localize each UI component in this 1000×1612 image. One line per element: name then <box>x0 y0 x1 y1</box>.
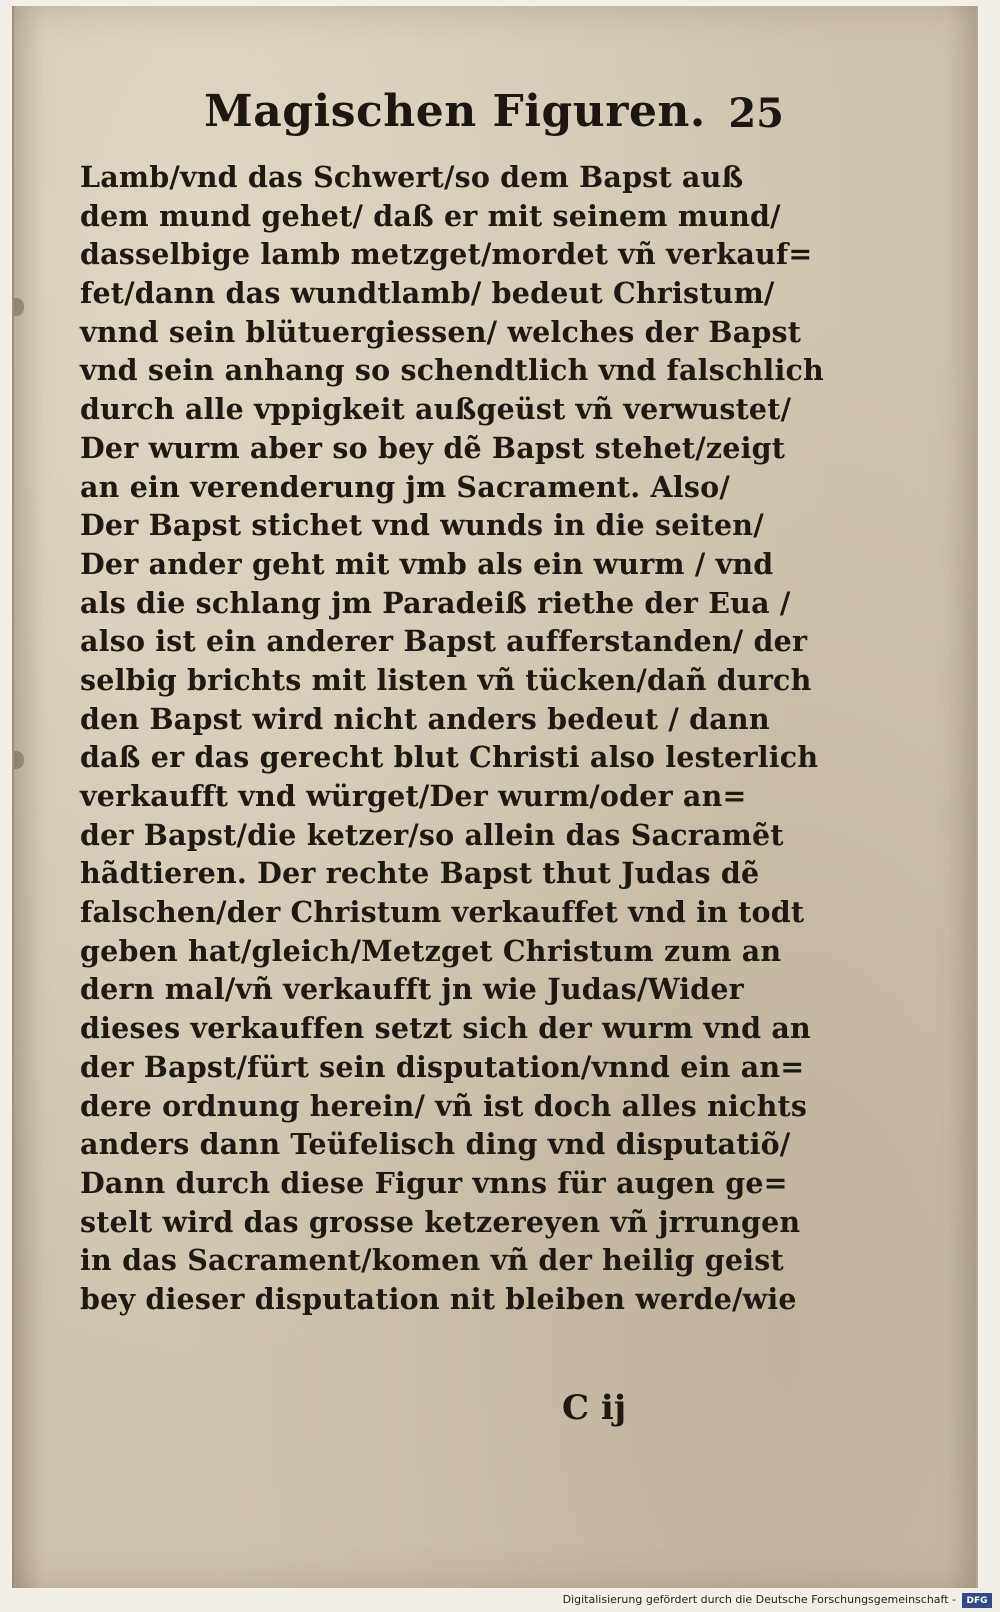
text-line: der Bapst/die ketzer/so allein das Sacramẽt <box>80 817 784 852</box>
text-line: Lamb/vnd das Schwert/so dem Bapst auß <box>80 160 744 194</box>
text-line: hãdtieren. Der rechte Bapst thut Judas dẽ <box>80 856 760 891</box>
text-line: der Bapst/fürt sein disputation/vnnd ein an= <box>80 1049 805 1084</box>
page-header <box>204 86 784 156</box>
text-line: Der Bapst stichet vnd wunds in die seiten/ <box>80 508 764 543</box>
text-line: an ein verenderung jm Sacrament. Also/ <box>80 469 730 504</box>
text-line: dieses verkauffen setzt sich der wurm vnd an <box>80 1011 811 1046</box>
text-line: Der wurm aber so bey dẽ Bapst stehet/zeigt <box>80 430 786 465</box>
text-line: verkaufft vnd würget/Der wurm/oder an= <box>80 779 747 813</box>
funding-credit: Digitalisierung gefördert durch die Deutsche Forschungsgemeinschaft - <box>562 1593 956 1606</box>
text-line: vnnd sein blütuergiessen/ welches der Bapst <box>80 314 802 349</box>
text-line: den Bapst wird nicht anders bedeut / dann <box>80 701 770 736</box>
dfg-logo: DFG <box>962 1593 992 1608</box>
text-line: dere ordnung herein/ vñ ist doch alles nichts <box>80 1088 808 1123</box>
text-line: anders dann Teüfelisch ding vnd disputatiõ/ <box>80 1127 791 1162</box>
text-line: geben hat/gleich/Metzget Christum zum an <box>80 933 782 968</box>
page-number: 25 <box>728 90 784 137</box>
text-line: durch alle vppigkeit außgeüst vñ verwustet/ <box>80 392 792 427</box>
page-edge-damage <box>14 298 24 316</box>
text-line: Dann durch diese Figur vnns für augen ge= <box>80 1165 788 1200</box>
text-line: selbig brichts mit listen vñ tücken/dañ durch <box>80 662 812 697</box>
digitization-footer <box>0 1590 1000 1612</box>
text-line: dem mund gehet/ daß er mit seinem mund/ <box>80 198 781 233</box>
book-page <box>12 6 978 1588</box>
text-line: stelt wird das grosse ketzereyen vñ jrrungen <box>80 1204 801 1239</box>
running-head: Magischen Figuren. <box>204 86 706 137</box>
text-line: fet/dann das wundtlamb/ bedeut Christum/ <box>80 276 775 311</box>
text-line: daß er das gerecht blut Christi also lesterlich <box>80 740 819 775</box>
text-line: dasselbige lamb metzget/mordet vñ verkauf= <box>80 237 813 272</box>
text-line: als die schlang jm Paradeiß riethe der Eua / <box>80 585 791 620</box>
page-edge-damage <box>14 751 24 769</box>
text-line: Der ander geht mit vmb als ein wurm / vnd <box>80 546 774 581</box>
body-text <box>80 158 824 1319</box>
text-line: falschen/der Christum verkauffet vnd in todt <box>80 895 805 930</box>
text-line: vnd sein anhang so schendtlich vnd falschlich <box>80 353 824 388</box>
text-line: dern mal/vñ verkaufft jn wie Judas/Wider <box>80 972 744 1007</box>
signature-mark: C ij <box>562 1388 627 1428</box>
text-line: in das Sacrament/komen vñ der heilig geist <box>80 1243 784 1278</box>
text-line: bey dieser disputation nit bleiben werde/wie <box>80 1281 797 1316</box>
text-line: also ist ein anderer Bapst aufferstanden/ der <box>80 624 808 659</box>
